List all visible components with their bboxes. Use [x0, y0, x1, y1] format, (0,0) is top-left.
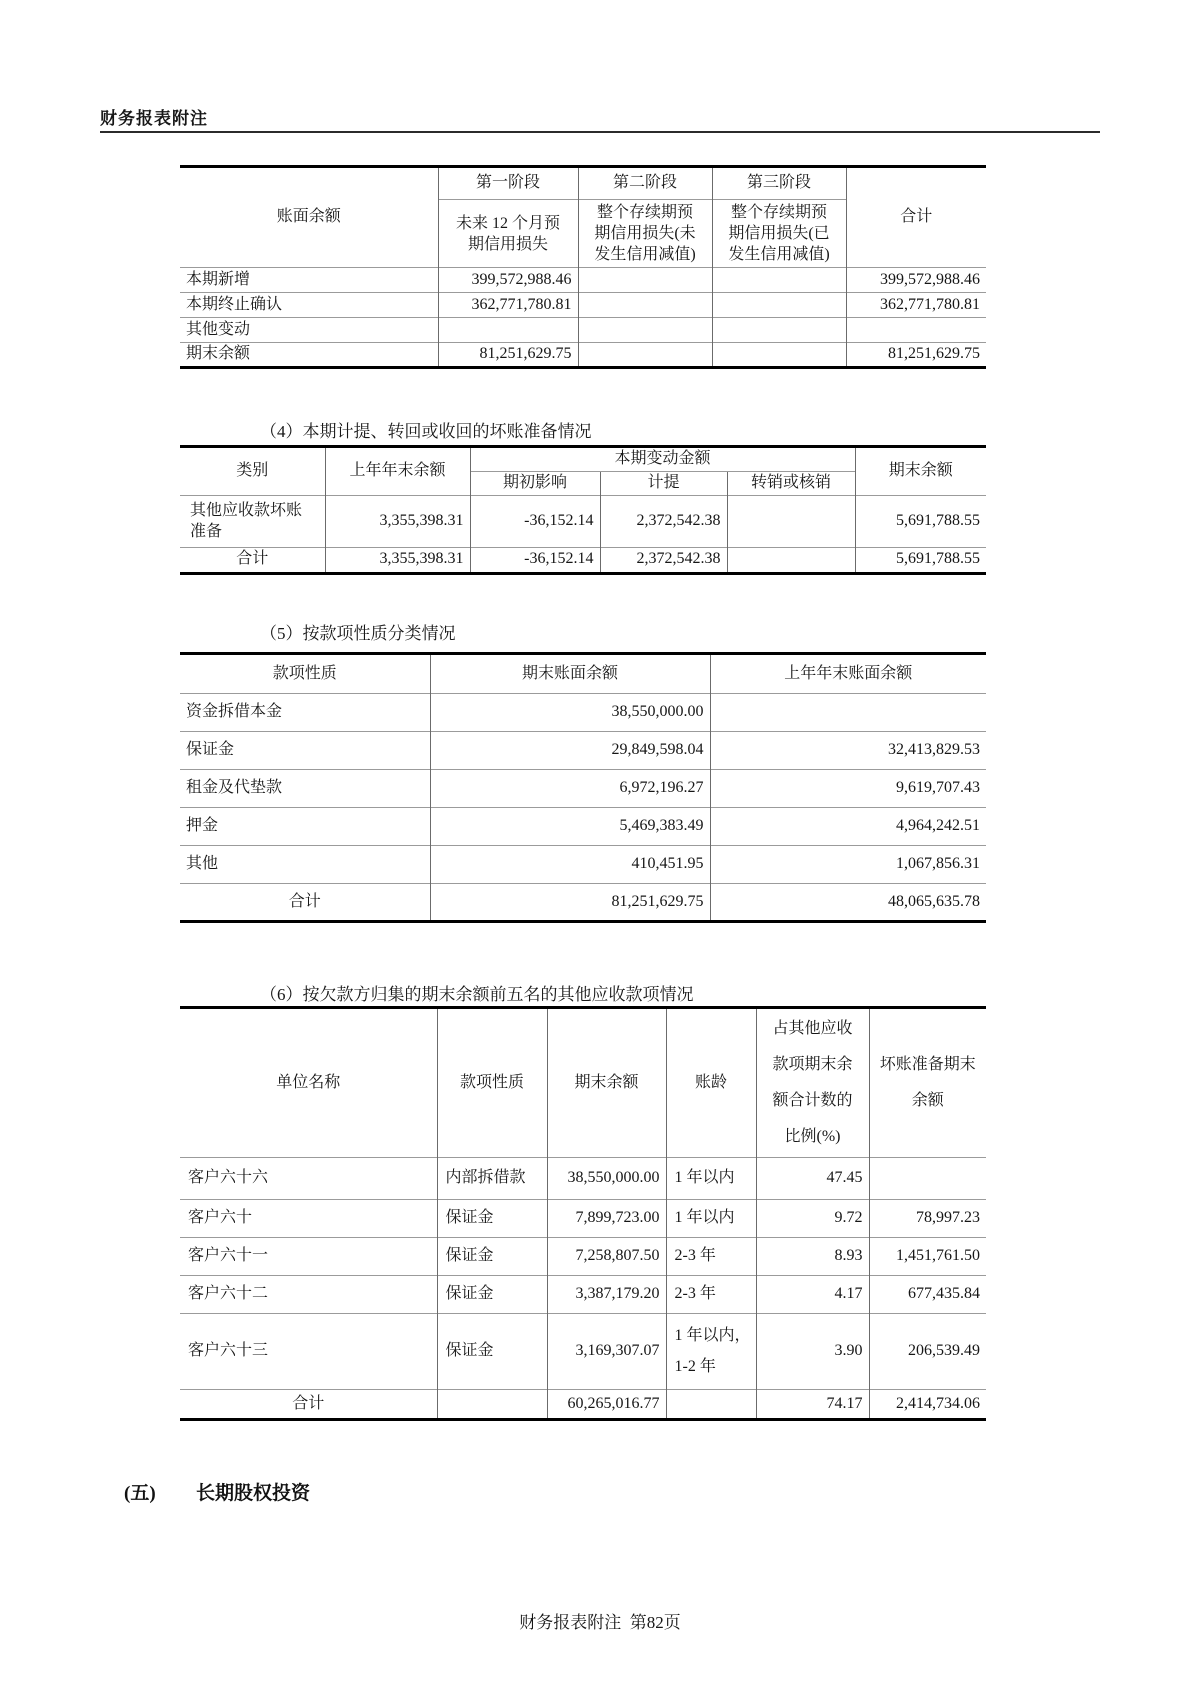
- nature-classification-table: [180, 652, 986, 923]
- closing-value: 5,691,788.55: [855, 547, 986, 573]
- table-row: [180, 1276, 986, 1314]
- provision-value: 677,435.84: [869, 1276, 986, 1314]
- table-row: [180, 846, 986, 884]
- company-name: 客户六十一: [180, 1238, 437, 1276]
- header-ratio-line: 比例(%): [784, 1128, 841, 1145]
- stage3-value: [712, 293, 846, 318]
- header-accrual: 计提: [600, 471, 727, 495]
- writeoff-value: [727, 547, 855, 573]
- stage3-value: [712, 268, 846, 293]
- row-label: 合计: [180, 884, 430, 922]
- header-provision: 坏账准备期末余额: [869, 1008, 986, 1158]
- page-footer: 财务报表附注 第82页: [519, 1613, 681, 1632]
- top-five-debtors-table: [180, 1006, 986, 1421]
- stage1-value: 81,251,629.75: [438, 343, 578, 368]
- row-label: 租金及代垫款: [180, 770, 430, 808]
- row-label: 押金: [180, 808, 430, 846]
- table-row: [180, 318, 986, 343]
- aging-value: 1 年以内: [666, 1200, 756, 1238]
- table-header-row: [180, 1008, 986, 1158]
- nature-value: [437, 1390, 547, 1420]
- table-row: [180, 732, 986, 770]
- ratio-value: 4.17: [756, 1276, 869, 1314]
- header-current-change-group: 本期变动金额: [470, 447, 855, 472]
- credit-stage-balance-table: [180, 165, 986, 369]
- header-closing-balance: 期末余额: [855, 447, 986, 496]
- closing-value: 5,691,788.55: [855, 495, 986, 547]
- stage2-value: [578, 268, 712, 293]
- balance-value: 7,899,723.00: [547, 1200, 666, 1238]
- aging-value: 1 年以内: [666, 1158, 756, 1200]
- header-ratio-line: 占其他应收: [772, 1020, 853, 1037]
- row-label: 合计: [180, 1390, 437, 1420]
- header-nature: 款项性质: [272, 664, 337, 682]
- doc-header-title: 财务报表附注: [100, 109, 208, 128]
- header-prev-year-end: 上年年末余额: [325, 447, 470, 496]
- aging-value: 1 年以内，1-2 年: [666, 1314, 756, 1390]
- prev-year-value: [710, 694, 986, 732]
- ratio-value: 74.17: [756, 1390, 869, 1420]
- stage2-value: [578, 343, 712, 368]
- aging-value: 2-3 年: [666, 1276, 756, 1314]
- closing-value: 410,451.95: [430, 846, 710, 884]
- header-stage2: 第二阶段: [578, 167, 712, 200]
- table-row: [180, 694, 986, 732]
- stage1-value: 362,771,780.81: [438, 293, 578, 318]
- stage1-value: [438, 318, 578, 343]
- balance-value: 38,550,000.00: [547, 1158, 666, 1200]
- nature-value: 保证金: [437, 1276, 547, 1314]
- section5-title: （5）按款项性质分类情况: [260, 624, 456, 643]
- table-row: [180, 268, 986, 293]
- ratio-value: 47.45: [756, 1158, 869, 1200]
- stage3-value: [712, 318, 846, 343]
- table-row: [180, 293, 986, 318]
- row-label: 保证金: [180, 732, 430, 770]
- stage1-value: 399,572,988.46: [438, 268, 578, 293]
- company-name: 客户六十二: [180, 1276, 437, 1314]
- section6-title: （6）按欠款方归集的期末余额前五名的其他应收款项情况: [260, 985, 694, 1004]
- row-label: 合计: [180, 547, 325, 573]
- row-label: 其他: [180, 846, 430, 884]
- table-row-total: [180, 1390, 986, 1420]
- table-header-row: [180, 167, 986, 200]
- provision-value: 206,539.49: [869, 1314, 986, 1390]
- stage2-value: [578, 293, 712, 318]
- header-opening-effect: 期初影响: [470, 471, 600, 495]
- nature-value: 内部拆借款: [437, 1158, 547, 1200]
- stage2-value: [578, 318, 712, 343]
- provision-value: 1,451,761.50: [869, 1238, 986, 1276]
- company-name: 客户六十六: [180, 1158, 437, 1200]
- accrual-value: 2,372,542.38: [600, 547, 727, 573]
- header-stage1: 第一阶段: [438, 167, 578, 200]
- row-label: 本期新增: [180, 268, 438, 293]
- bad-debt-provision-table: [180, 445, 986, 575]
- table-row: [180, 1238, 986, 1276]
- row-label: 其他应收款坏账准备: [180, 495, 325, 547]
- row-label: 本期终止确认: [180, 293, 438, 318]
- nature-value: 保证金: [437, 1238, 547, 1276]
- closing-value: 81,251,629.75: [430, 884, 710, 922]
- closing-value: 6,972,196.27: [430, 770, 710, 808]
- table-row: [180, 770, 986, 808]
- header-aging: 账龄: [666, 1008, 756, 1158]
- header-category: 类别: [236, 461, 269, 479]
- provision-value: 78,997.23: [869, 1200, 986, 1238]
- header-ratio: [756, 1008, 869, 1158]
- header-stage3: 第三阶段: [712, 167, 846, 200]
- provision-value: 2,414,734.06: [869, 1390, 986, 1420]
- opening-effect-value: -36,152.14: [470, 547, 600, 573]
- row-label: 其他变动: [180, 318, 438, 343]
- prev-year-end-value: 3,355,398.31: [325, 495, 470, 547]
- header-rule: [100, 131, 1100, 133]
- table-row-total: [180, 884, 986, 922]
- header-writeoff: 转销或核销: [727, 471, 855, 495]
- total-value: [846, 318, 986, 343]
- balance-value: 7,258,807.50: [547, 1238, 666, 1276]
- header-stage1-desc: 未来 12 个月预期信用损失: [438, 200, 578, 268]
- header-company-name: 单位名称: [276, 1074, 341, 1091]
- balance-value: 3,169,307.07: [547, 1314, 666, 1390]
- closing-value: 29,849,598.04: [430, 732, 710, 770]
- aging-value: 2-3 年: [666, 1238, 756, 1276]
- table-row-total: [180, 547, 986, 573]
- part5-title: 长期股权投资: [196, 1483, 311, 1504]
- row-label: 期末余额: [180, 343, 438, 368]
- aging-value: [666, 1390, 756, 1420]
- closing-value: 5,469,383.49: [430, 808, 710, 846]
- part5-heading: [124, 1478, 310, 1505]
- prev-year-value: 1,067,856.31: [710, 846, 986, 884]
- total-value: 399,572,988.46: [846, 268, 986, 293]
- header-stage2-desc: 整个存续期预期信用损失(未发生信用减值): [578, 200, 712, 268]
- prev-year-value: 9,619,707.43: [710, 770, 986, 808]
- table-row: [180, 495, 986, 547]
- nature-value: 保证金: [437, 1200, 547, 1238]
- header-book-balance: 账面余额: [276, 208, 341, 226]
- section4-title: （4）本期计提、转回或收回的坏账准备情况: [260, 422, 592, 441]
- nature-value: 保证金: [437, 1314, 547, 1390]
- prev-year-end-value: 3,355,398.31: [325, 547, 470, 573]
- balance-value: 60,265,016.77: [547, 1390, 666, 1420]
- opening-effect-value: -36,152.14: [470, 495, 600, 547]
- table-row: [180, 1200, 986, 1238]
- table-row: [180, 808, 986, 846]
- prev-year-value: 4,964,242.51: [710, 808, 986, 846]
- ratio-value: 3.90: [756, 1314, 869, 1390]
- header-nature: 款项性质: [437, 1008, 547, 1158]
- ratio-value: 8.93: [756, 1238, 869, 1276]
- writeoff-value: [727, 495, 855, 547]
- table-row: [180, 343, 986, 368]
- prev-year-value: 48,065,635.78: [710, 884, 986, 922]
- provision-value: [869, 1158, 986, 1200]
- table-header-row: [180, 654, 986, 694]
- table-header-row: [180, 447, 986, 472]
- part5-number: (五): [124, 1483, 156, 1504]
- header-closing-balance: 期末余额: [547, 1008, 666, 1158]
- prev-year-value: 32,413,829.53: [710, 732, 986, 770]
- header-prev-year-book-balance: 上年年末账面余额: [710, 654, 986, 694]
- header-total: 合计: [846, 167, 986, 268]
- header-closing-book-balance: 期末账面余额: [430, 654, 710, 694]
- company-name: 客户六十三: [180, 1314, 437, 1390]
- header-stage3-desc: 整个存续期预期信用损失(已发生信用减值): [712, 200, 846, 268]
- header-ratio-line: 款项期末余: [772, 1056, 853, 1073]
- ratio-value: 9.72: [756, 1200, 869, 1238]
- header-ratio-line: 额合计数的: [772, 1092, 853, 1109]
- row-label: 资金拆借本金: [180, 694, 430, 732]
- accrual-value: 2,372,542.38: [600, 495, 727, 547]
- total-value: 362,771,780.81: [846, 293, 986, 318]
- total-value: 81,251,629.75: [846, 343, 986, 368]
- company-name: 客户六十: [180, 1200, 437, 1238]
- table-row: [180, 1158, 986, 1200]
- closing-value: 38,550,000.00: [430, 694, 710, 732]
- table-row: [180, 1314, 986, 1390]
- stage3-value: [712, 343, 846, 368]
- balance-value: 3,387,179.20: [547, 1276, 666, 1314]
